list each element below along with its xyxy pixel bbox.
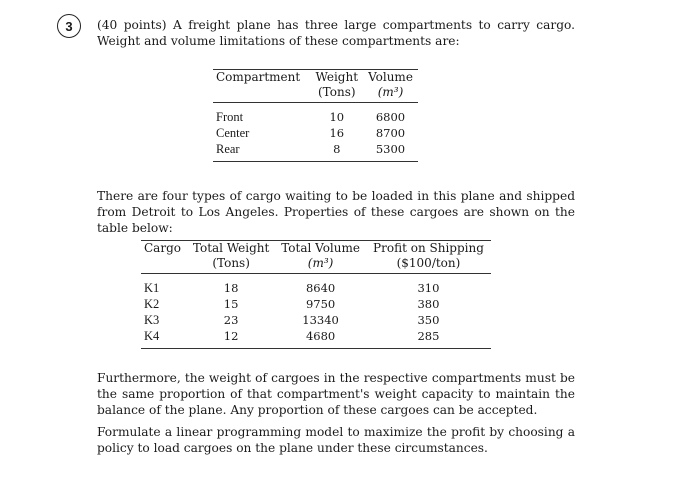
- compartment-subheader-volume: (m³): [377, 85, 404, 99]
- cargo-subheader-weight: (Tons): [212, 256, 250, 270]
- table-row: [213, 125, 418, 141]
- problem-intro: (40 points) A freight plane has three large compartments to carry cargo. Weight and volume limitations of these compartments are:: [97, 18, 575, 48]
- table-cell: K3: [144, 313, 160, 327]
- table-cell: 6800: [375, 110, 406, 124]
- table-cell: 13340: [302, 313, 339, 327]
- cargo-header-name: Cargo: [144, 241, 181, 255]
- problem-number-badge: 3: [57, 14, 81, 38]
- table-cell: 16: [329, 126, 345, 140]
- table-cell: K2: [144, 297, 160, 311]
- compartment-header-volume: Volume: [368, 70, 413, 84]
- table-cell: 15: [223, 297, 239, 311]
- cargo-subheader-volume: (m³): [307, 256, 334, 270]
- table-cell: 285: [417, 329, 440, 343]
- table-cell: 5300: [375, 142, 406, 156]
- table-cell: 23: [223, 313, 239, 327]
- problem-task-text: Formulate a linear programming model to maximize the profit by choosing a policy to load cargoes on the plane under these circumstances.: [97, 425, 575, 455]
- table-cell: 310: [417, 281, 440, 295]
- problem-furthermore-text: Furthermore, the weight of cargoes in the respective compartments must be the same proportion of that compartment's weight capacity to maintain the balance of the plane. Any proportion of these cargoes can be accepted.: [97, 371, 575, 417]
- table-cell: K4: [144, 329, 160, 343]
- table-cell: 12: [223, 329, 239, 343]
- table-row: [213, 103, 418, 126]
- table-cell: K1: [144, 281, 160, 295]
- cargo-header-volume: Total Volume: [281, 241, 360, 255]
- table-cell: 350: [417, 313, 440, 327]
- compartment-header-name: Compartment: [216, 70, 301, 84]
- table-row: [141, 296, 491, 312]
- table-cell: Rear: [216, 142, 240, 156]
- problem-middle-text: There are four types of cargo waiting to be loaded in this plane and shipped from Detroit to Los Angeles. Properties of these cargoes are shown on the table below:: [97, 189, 575, 235]
- table-row: [141, 312, 491, 328]
- compartment-table: [213, 69, 418, 162]
- cargo-table: [141, 240, 491, 349]
- cargo-header-weight: Total Weight: [192, 241, 270, 255]
- cargo-subheader-profit: ($100/ton): [396, 256, 461, 270]
- table-cell: 9750: [305, 297, 336, 311]
- table-cell: 8640: [305, 281, 336, 295]
- table-cell: Front: [216, 110, 244, 124]
- table-row: [213, 141, 418, 162]
- compartment-subheader-name: [213, 85, 311, 103]
- table-cell: 10: [329, 110, 345, 124]
- table-cell: 380: [417, 297, 440, 311]
- table-cell: 8: [333, 142, 341, 156]
- table-cell: 18: [223, 281, 239, 295]
- compartment-subheader-weight: (Tons): [318, 85, 356, 99]
- compartment-header-weight: Weight: [315, 70, 359, 84]
- table-cell: 8700: [375, 126, 406, 140]
- table-row: [141, 328, 491, 349]
- cargo-header-profit: Profit on Shipping: [373, 241, 484, 255]
- table-cell: 4680: [305, 329, 336, 343]
- table-cell: Center: [216, 126, 250, 140]
- cargo-subheader-name: [141, 256, 187, 274]
- table-row: [141, 274, 491, 297]
